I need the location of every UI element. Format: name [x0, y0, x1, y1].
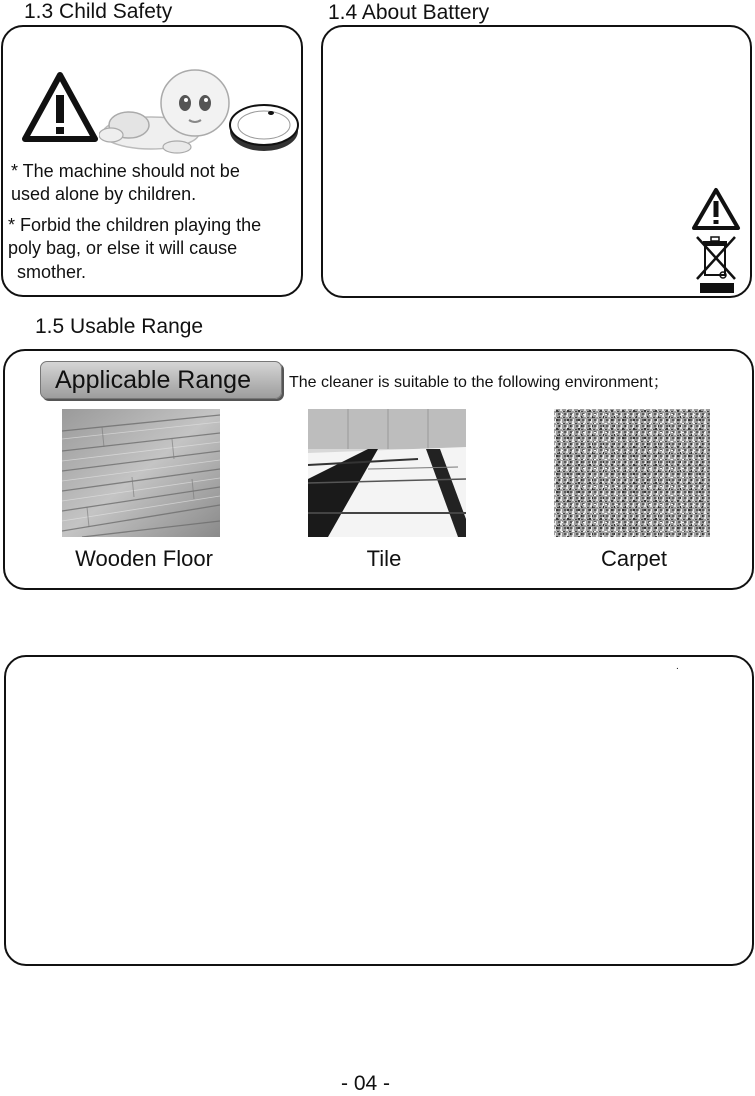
- warning-icon: [21, 71, 99, 143]
- surface-label-tile: Tile: [366, 546, 402, 571]
- page-number: - 04 -: [341, 1072, 391, 1095]
- child-safety-line-2: used alone by children.: [11, 184, 197, 204]
- battery-panel: [321, 25, 752, 298]
- crawling-baby-illustration: [99, 63, 231, 157]
- applicable-range-badge: Applicable Range: [40, 361, 282, 399]
- child-safety-line-4: poly bag, or else it will cause: [8, 238, 238, 258]
- surface-label-wooden-floor: Wooden Floor: [75, 546, 213, 571]
- child-safety-heading: 1.3 Child Safety: [24, 0, 173, 23]
- surface-label-carpet: Carpet: [600, 546, 668, 571]
- wooden-floor-photo: [62, 409, 220, 537]
- usable-range-description: The cleaner is suitable to the following environment；: [289, 374, 669, 391]
- stray-dot-mark: .: [676, 661, 679, 672]
- warning-icon: [691, 187, 741, 231]
- battery-heading: 1.4 About Battery: [328, 1, 490, 24]
- empty-content-panel: [4, 655, 754, 966]
- child-safety-line-5: smother.: [12, 262, 87, 282]
- robot-vacuum-illustration: [227, 101, 301, 153]
- child-safety-line-3: * Forbid the children playing the: [8, 215, 262, 235]
- child-safety-line-1: * The machine should not be: [11, 161, 240, 181]
- tile-photo: [308, 409, 466, 537]
- usable-range-heading: 1.5 Usable Range: [35, 315, 204, 338]
- child-safety-panel: [1, 25, 303, 297]
- crossed-bin-icon: [695, 235, 739, 295]
- carpet-photo: [554, 409, 710, 537]
